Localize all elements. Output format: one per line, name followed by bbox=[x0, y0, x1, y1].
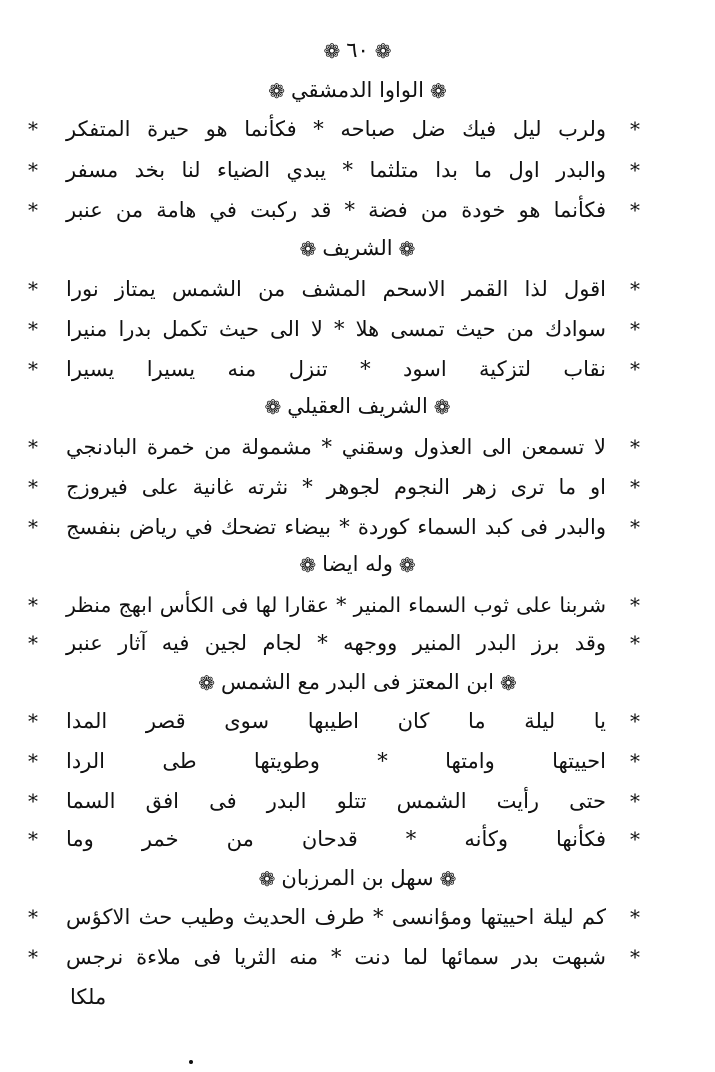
star-icon: * bbox=[630, 593, 640, 617]
star-icon: * bbox=[28, 158, 38, 182]
ornament-icon: ❁ bbox=[398, 237, 416, 261]
section-title: الواوا الدمشقي bbox=[291, 78, 424, 102]
verse-text: وقد برز البدر المنير ووجهه * لجام لجين فيه آثار عنبر bbox=[66, 631, 606, 655]
star-icon: * bbox=[630, 435, 640, 459]
section-heading bbox=[0, 392, 715, 421]
star-icon: * bbox=[630, 317, 640, 341]
star-icon: * bbox=[630, 749, 640, 773]
verse-line bbox=[28, 902, 640, 936]
ornament-icon: ❁ bbox=[299, 553, 317, 577]
verse-continuation: ملكا bbox=[70, 985, 107, 1009]
ornament-icon: ❁ bbox=[299, 237, 317, 261]
star-icon: * bbox=[28, 709, 38, 733]
verse-text: سوادك من حيث تمسى هلا * لا الى حيث تكمل بدرا منيرا bbox=[66, 317, 606, 341]
star-icon: * bbox=[28, 945, 38, 969]
verse-text: والبدر فى كبد السماء كوردة * بيضاء تضحك في رياض بنفسج bbox=[66, 515, 606, 539]
verse-line bbox=[28, 354, 640, 388]
star-icon: * bbox=[28, 357, 38, 381]
ornament-icon: ❁ bbox=[398, 553, 416, 577]
verse-line bbox=[28, 746, 640, 780]
verse-text: شربنا على ثوب السماء المنير * عقارا لها فى الكأس ابهج منظر bbox=[66, 593, 606, 617]
verse-text: حتى رأيت الشمس تتلو البدر فى افق السما bbox=[66, 789, 606, 813]
star-icon: * bbox=[630, 357, 640, 381]
ornament-icon: ❁ bbox=[500, 671, 517, 695]
verse-line bbox=[28, 786, 640, 820]
verse-text: احييتها وامتها * وطويتها طى الردا bbox=[66, 749, 606, 773]
section-heading bbox=[0, 668, 715, 697]
ornament-icon: ❁ bbox=[258, 867, 276, 891]
star-icon: * bbox=[28, 631, 38, 655]
page-number: ٦٠ bbox=[346, 38, 369, 62]
verse-line bbox=[28, 628, 640, 662]
ornament-icon: ❁ bbox=[433, 395, 451, 419]
verse-line bbox=[28, 824, 640, 858]
star-icon: * bbox=[630, 117, 640, 141]
section-title: الشريف العقيلي bbox=[287, 394, 428, 418]
verse-line bbox=[28, 942, 640, 976]
ornament-icon: ❁ bbox=[264, 395, 282, 419]
star-icon: * bbox=[630, 515, 640, 539]
verse-text: نقاب لتزكية اسود * تنزل منه يسيرا يسيرا bbox=[66, 357, 606, 381]
star-icon: * bbox=[28, 827, 38, 851]
star-icon: * bbox=[630, 827, 640, 851]
section-heading bbox=[0, 234, 715, 263]
verse-line bbox=[28, 274, 640, 308]
verse-line bbox=[28, 432, 640, 466]
verse-text: شبهت بدر سمائها لما دنت * منه الثريا فى ملاءة نرجس bbox=[66, 945, 606, 969]
star-icon: * bbox=[630, 709, 640, 733]
star-icon: * bbox=[28, 117, 38, 141]
verse-text: فكأنما هو خودة من فضة * قد ركبت في هامة من عنبر bbox=[66, 198, 606, 222]
verse-line bbox=[28, 155, 640, 189]
section-heading bbox=[0, 864, 715, 893]
verse-line bbox=[28, 114, 640, 148]
star-icon: * bbox=[28, 435, 38, 459]
ornament-icon: ❁ bbox=[323, 39, 341, 63]
verse-line bbox=[28, 706, 640, 740]
star-icon: * bbox=[28, 317, 38, 341]
verse-line bbox=[28, 314, 640, 348]
verse-text: اقول لذا القمر الاسحم المشف من الشمس يمتاز نورا bbox=[66, 277, 606, 301]
ornament-icon: ❁ bbox=[439, 867, 457, 891]
star-icon: * bbox=[630, 158, 640, 182]
section-heading bbox=[0, 76, 715, 105]
verse-text: او ما ترى زهر النجوم لجوهر * نثرته غانية على فيروزج bbox=[66, 475, 606, 499]
star-icon: * bbox=[630, 945, 640, 969]
verse-text: كم ليلة احييتها ومؤانسى * طرف الحديث وطيب حث الاكؤس bbox=[66, 905, 606, 929]
ornament-icon: ❁ bbox=[374, 39, 392, 63]
verse-text: فكأنها وكأنه * قدحان من خمر وما bbox=[66, 827, 606, 851]
star-icon: * bbox=[630, 631, 640, 655]
verse-line bbox=[28, 195, 640, 229]
star-icon: * bbox=[28, 905, 38, 929]
section-heading bbox=[0, 550, 715, 579]
verse-text: لا تسمعن الى العذول وسقني * مشمولة من خمرة البادنجي bbox=[66, 435, 606, 459]
section-title: الشريف bbox=[322, 236, 393, 260]
star-icon: * bbox=[28, 198, 38, 222]
star-icon: * bbox=[630, 198, 640, 222]
star-icon: * bbox=[28, 515, 38, 539]
verse-text: ولرب ليل فيك ضل صباحه * فكأنما هو حيرة المتفكر bbox=[66, 117, 606, 141]
star-icon: * bbox=[28, 789, 38, 813]
page-number-heading bbox=[0, 36, 715, 65]
star-icon: * bbox=[630, 905, 640, 929]
ornament-icon: ❁ bbox=[198, 671, 215, 695]
star-icon: * bbox=[28, 749, 38, 773]
verse-line bbox=[28, 590, 640, 624]
verse-line bbox=[28, 512, 640, 546]
star-icon: * bbox=[630, 475, 640, 499]
ornament-icon: ❁ bbox=[429, 79, 447, 103]
verse-text: والبدر اول ما بدا متلثما * يبدي الضياء لنا بخد مسفر bbox=[66, 158, 606, 182]
verse-text: يا ليلة ما كان اطيبها سوى قصر المدا bbox=[66, 709, 606, 733]
star-icon: * bbox=[630, 789, 640, 813]
star-icon: * bbox=[28, 475, 38, 499]
section-title: وله ايضا bbox=[322, 552, 393, 576]
ink-dot bbox=[189, 1060, 193, 1064]
star-icon: * bbox=[28, 593, 38, 617]
section-title: سهل بن المرزبان bbox=[281, 866, 434, 890]
section-title: ابن المعتز فى البدر مع الشمس bbox=[220, 670, 495, 694]
star-icon: * bbox=[630, 277, 640, 301]
star-icon: * bbox=[28, 277, 38, 301]
ornament-icon: ❁ bbox=[268, 79, 286, 103]
verse-line bbox=[28, 472, 640, 506]
